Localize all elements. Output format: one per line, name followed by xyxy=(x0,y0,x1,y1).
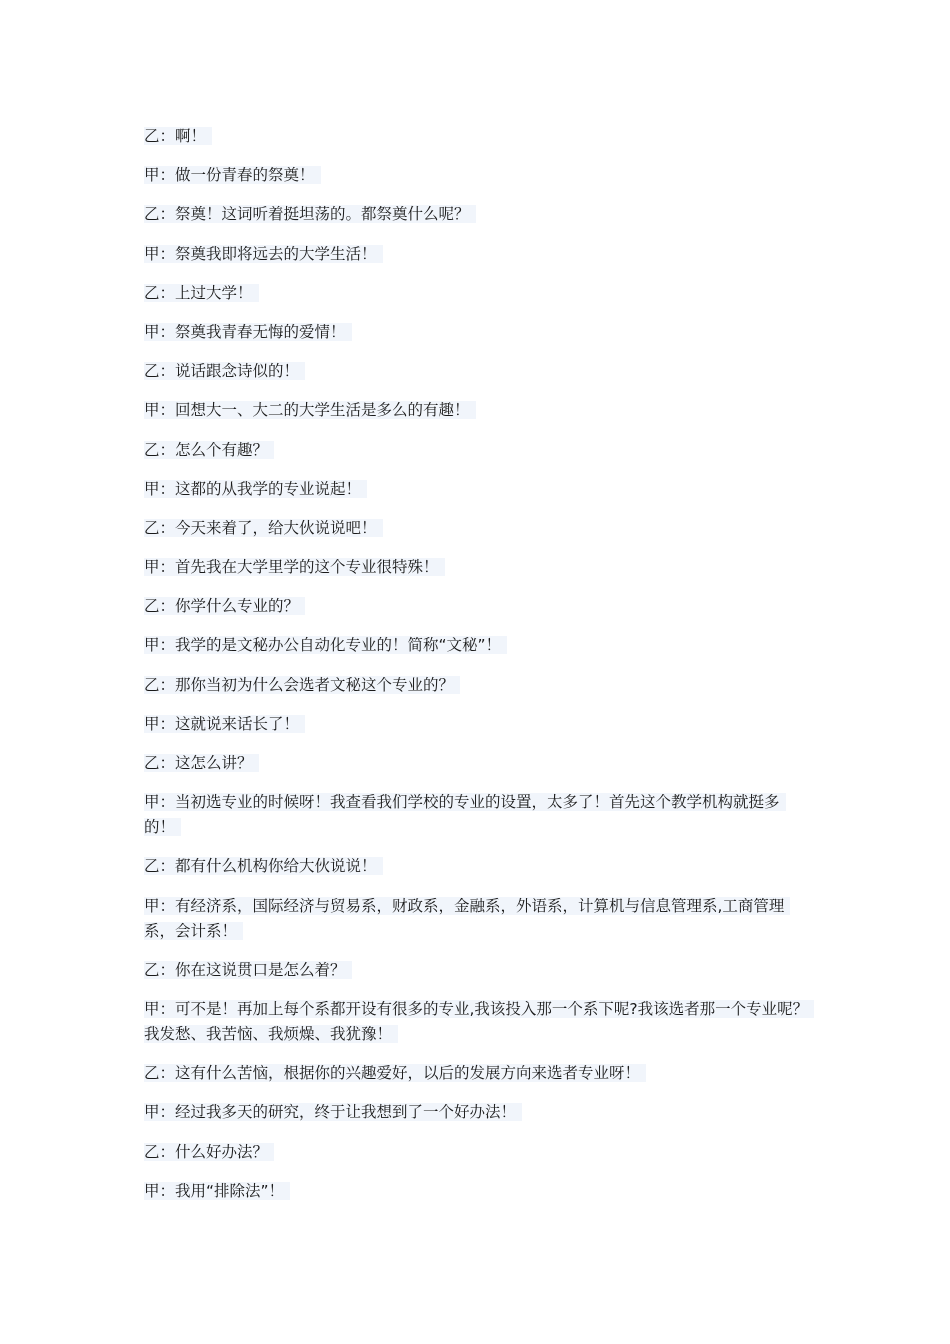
dialogue-line xyxy=(144,1179,810,1204)
dialogue-text: 乙：你学什么专业的？ xyxy=(144,597,305,615)
dialogue-text: 乙：今天来着了，给大伙说说吧！ xyxy=(144,519,383,537)
dialogue-line xyxy=(144,438,810,463)
dialogue-text: 甲：经过我多天的研究，终于让我想到了一个好办法！ xyxy=(144,1103,522,1121)
dialogue-line xyxy=(144,854,810,879)
dialogue-line xyxy=(144,594,810,619)
dialogue-text: 甲：回想大一、大二的大学生活是多么的有趣！ xyxy=(144,401,476,419)
dialogue-line xyxy=(144,516,810,541)
dialogue-text: 乙：都有什么机构你给大伙说说！ xyxy=(144,857,383,875)
dialogue-body xyxy=(144,124,810,1218)
dialogue-text: 甲：有经济系，国际经济与贸易系，财政系，金融系，外语系，计算机与信息管理系,工商管理系，会计系！ xyxy=(144,897,790,940)
dialogue-line xyxy=(144,477,810,502)
dialogue-text: 甲：我学的是文秘办公自动化专业的！简称“文秘”！ xyxy=(144,636,507,654)
dialogue-line xyxy=(144,281,810,306)
dialogue-line xyxy=(144,202,810,227)
dialogue-text: 乙：你在这说贯口是怎么着？ xyxy=(144,961,352,979)
dialogue-text: 甲：我用“排除法”！ xyxy=(144,1182,290,1200)
dialogue-line xyxy=(144,633,810,658)
dialogue-line xyxy=(144,124,810,149)
dialogue-line xyxy=(144,712,810,737)
dialogue-line xyxy=(144,398,810,423)
dialogue-text: 甲：这就说来话长了！ xyxy=(144,715,305,733)
dialogue-text: 乙：这怎么讲？ xyxy=(144,754,259,772)
dialogue-text: 乙：上过大学！ xyxy=(144,284,259,302)
dialogue-text: 甲：做一份青春的祭奠！ xyxy=(144,166,321,184)
dialogue-text: 甲：可不是！再加上每个系都开设有很多的专业,我该投入那一个系下呢?我该选者那一个专业呢？我发愁、我苦恼、我烦燥、我犹豫！ xyxy=(144,1000,814,1043)
dialogue-line xyxy=(144,894,810,944)
dialogue-text: 甲：这都的从我学的专业说起！ xyxy=(144,480,367,498)
dialogue-line xyxy=(144,958,810,983)
dialogue-text: 甲：祭奠我青春无悔的爱情！ xyxy=(144,323,352,341)
dialogue-text: 乙：祭奠！这词听着挺坦荡的。都祭奠什么呢？ xyxy=(144,205,476,223)
dialogue-line xyxy=(144,242,810,267)
dialogue-text: 甲：祭奠我即将远去的大学生活！ xyxy=(144,245,383,263)
dialogue-line xyxy=(144,790,810,840)
dialogue-line xyxy=(144,320,810,345)
dialogue-text: 乙：那你当初为什么会选者文秘这个专业的？ xyxy=(144,676,460,694)
dialogue-text: 乙：这有什么苦恼，根据你的兴趣爱好，以后的发展方向来选者专业呀！ xyxy=(144,1064,646,1082)
dialogue-line xyxy=(144,555,810,580)
dialogue-line xyxy=(144,359,810,384)
dialogue-line xyxy=(144,1100,810,1125)
dialogue-line xyxy=(144,997,810,1047)
dialogue-text: 乙：啊！ xyxy=(144,127,212,145)
dialogue-text: 乙：什么好办法？ xyxy=(144,1143,274,1161)
dialogue-line xyxy=(144,1061,810,1086)
dialogue-line xyxy=(144,673,810,698)
dialogue-text: 乙：说话跟念诗似的！ xyxy=(144,362,305,380)
dialogue-line xyxy=(144,751,810,776)
dialogue-line xyxy=(144,1140,810,1165)
dialogue-text: 乙：怎么个有趣？ xyxy=(144,441,274,459)
dialogue-text: 甲：首先我在大学里学的这个专业很特殊！ xyxy=(144,558,445,576)
dialogue-text: 甲：当初选专业的时候呀！我查看我们学校的专业的设置，太多了！首先这个教学机构就挺多的！ xyxy=(144,793,786,836)
dialogue-line xyxy=(144,163,810,188)
